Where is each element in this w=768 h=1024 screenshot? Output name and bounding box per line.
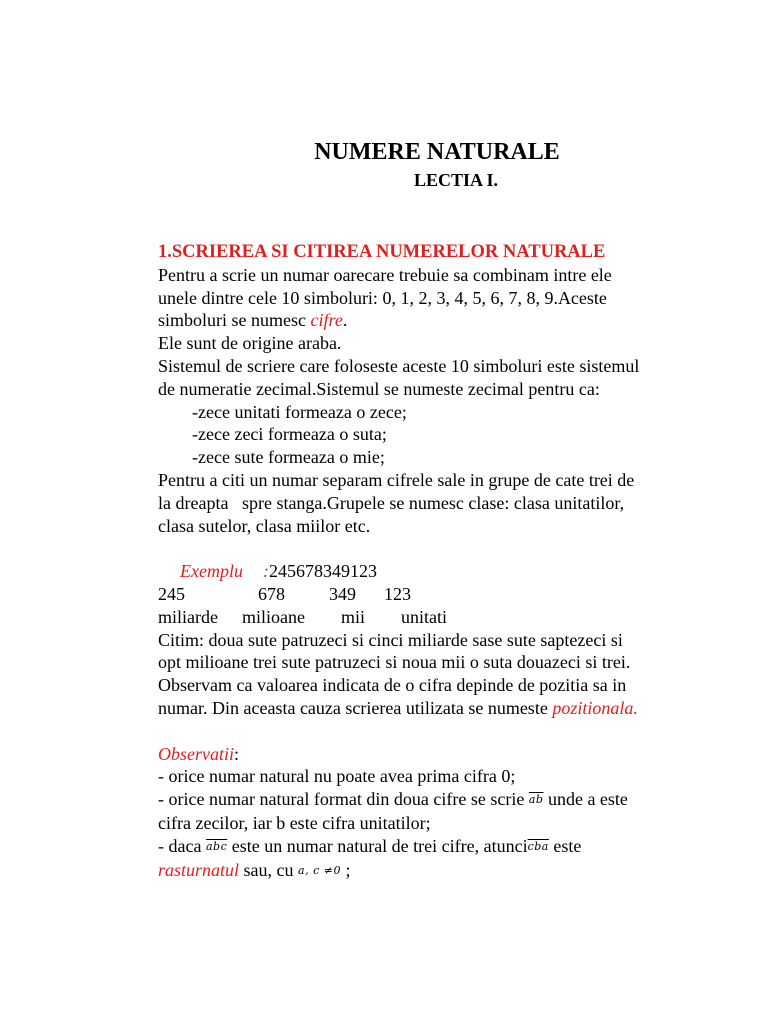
- section-heading: 1.SCRIEREA SI CITIREA NUMERELOR NATURALE: [158, 242, 606, 262]
- observations-colon: :: [234, 743, 240, 764]
- group-value: 123: [384, 583, 411, 604]
- group-value: 349: [329, 583, 356, 604]
- math-cba: $\overline{cba}$: [527, 839, 549, 853]
- para2-line3: clasa sutelor, clasa miilor etc.: [158, 515, 371, 536]
- class-label: miliarde: [158, 606, 218, 627]
- para1-line3-end: .: [342, 310, 348, 331]
- para3-line4: [158, 697, 738, 720]
- example-label: Exemplu: [180, 561, 243, 582]
- obs3-text: - daca: [158, 835, 206, 856]
- page-title: NUMERE NATURALE: [314, 139, 560, 165]
- obs3-line2-text: sau, cu: [239, 859, 299, 880]
- para1-line1: Pentru a scrie un numar oarecare trebuie sa combinam intre ele: [158, 264, 612, 285]
- spacer: [158, 720, 738, 743]
- observations-label: Observatii: [158, 743, 234, 764]
- para3-line4-text: numar. Din aceasta cauza scrierea utilizata se numeste: [158, 697, 553, 718]
- bullet-item: -zece zeci formeaza o suta;: [192, 424, 387, 445]
- observation-3-cont: [158, 859, 738, 883]
- example-colon: :: [262, 561, 269, 582]
- term-cifre: cifre: [310, 310, 343, 331]
- group-value: 678: [258, 583, 285, 604]
- para3-line2: opt milioane trei sute patruzeci si noua mii o suta douazeci si trei.: [158, 652, 631, 673]
- para1-line2: unele dintre cele 10 simboluri: 0, 1, 2, 3, 4, 5, 6, 7, 8, 9.Aceste: [158, 287, 607, 308]
- bullet-item: -zece unitati formeaza o zece;: [192, 401, 407, 422]
- document-page: [158, 138, 738, 882]
- bullet-item: -zece sute formeaza o mie;: [192, 447, 385, 468]
- para3-line1: Citim: doua sute patruzeci si cinci miliarde sase sute saptezeci si: [158, 629, 623, 650]
- obs3-end: este: [548, 835, 582, 856]
- spacer: [158, 537, 738, 560]
- para3-line3: Observam ca valoarea indicata de o cifra depinde de pozitia sa in: [158, 675, 627, 696]
- para1-line3-text: simboluri se numesc: [158, 310, 311, 331]
- observation-3: [158, 835, 738, 859]
- obs3-mid: este un numar natural de trei cifre, atunci: [227, 835, 528, 856]
- observation-1: - orice numar natural nu poate avea prima cifra 0;: [158, 766, 516, 787]
- para1-line6: de numeratie zecimal.Sistemul se numeste zecimal pentru ca:: [158, 378, 600, 399]
- example-classes-row: [158, 606, 738, 629]
- math-abc: $\overline{abc}$: [205, 839, 228, 853]
- para3-line4-end: .: [633, 697, 638, 718]
- term-pozitionala: pozitionala: [552, 697, 634, 718]
- math-condition: a, c ≠0: [298, 863, 341, 877]
- term-rasturnatul: rasturnatul: [158, 859, 240, 880]
- lesson-subtitle: LECTIA I.: [413, 170, 499, 190]
- example-groups-row: [158, 583, 738, 606]
- obs3-line2-end: ;: [340, 859, 351, 880]
- class-label: unitati: [401, 606, 447, 627]
- obs2-end: unde a este: [543, 789, 628, 810]
- para2-line2: la dreapta spre stanga.Grupele se numesc clase: clasa unitatilor,: [158, 492, 625, 513]
- para1-line4: Ele sunt de origine araba.: [158, 333, 342, 354]
- para1-line5: Sistemul de scriere care foloseste aceste 10 simboluri este sistemul: [158, 355, 640, 376]
- observations-heading: [158, 743, 738, 766]
- observation-2-cont: cifra zecilor, iar b este cifra unitatilor;: [158, 812, 431, 833]
- math-ab: $\overline{ab}$: [528, 793, 544, 807]
- class-label: milioane: [242, 606, 305, 627]
- para2-line1: Pentru a citi un numar separam cifrele sale in grupe de cate trei de: [158, 469, 635, 490]
- example-number: 245678349123: [268, 561, 377, 582]
- para1-line3: [158, 309, 738, 332]
- class-label: mii: [341, 606, 366, 627]
- example-line: [158, 560, 738, 583]
- obs2-text: - orice numar natural format din doua cifre se scrie: [158, 789, 529, 810]
- observation-2: [158, 788, 738, 812]
- group-value: 245: [158, 583, 185, 604]
